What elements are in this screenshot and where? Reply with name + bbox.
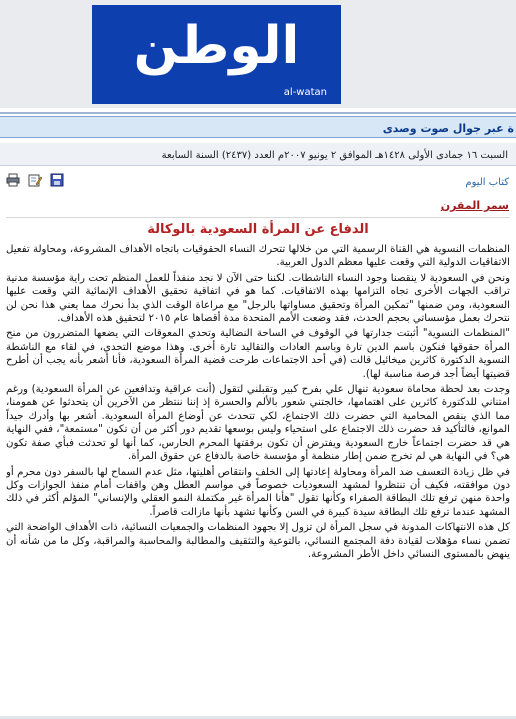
save-icon[interactable] bbox=[50, 172, 64, 186]
ticker-text[interactable]: ة عبر جوال صوت وصدى bbox=[382, 122, 514, 135]
issue-date: السبت ١٦ جمادى الأولى ١٤٢٨هـ الموافق ٢ يونيو ٢٠٠٧م العدد (٢٤٣٧) السنة السابعة bbox=[161, 150, 508, 161]
byline-divider bbox=[6, 217, 510, 218]
ticker-divider bbox=[0, 112, 516, 114]
article-body bbox=[6, 243, 510, 715]
masthead bbox=[0, 0, 516, 108]
logo-latin-text: al-watan bbox=[283, 87, 327, 98]
site-logo[interactable] bbox=[92, 5, 341, 104]
article-title: الدفاع عن المرأة السعودية بالوكالة bbox=[147, 222, 369, 237]
article-paragraph: ونحن في السعودية لا ينقصنا وجود النساء الناشطات. لكننا حتى الآن لا نجد منفذاً للعمل المنظم تحت راية مؤسسة مدنية تراقب الجهات الأخرى تجاه التزامها بهذه الاتفاقيات. كما هو في اتفاقية تحقيق الأهداف الإنمائية التي وقعت عليها السعودية، ومن ضمنها "تمكين المرأة وتحقيق مساواتها بالرجل" مع مراعاة الوقت الذي بدأ نحرك مما يعني هذا نحن لن نتحرك بعمل مؤسساتي بحجم الحدث، فقد وضعت الأمم المتحدة مدة أقصاها عام ٢٠١٥ لتحقيق هذه الأهداف. bbox=[6, 272, 510, 325]
article-paragraph: "المنظمات النسوية" أثبتت جدارتها في الوقوف في الساحة النضالية وتحدي المعوقات التي يضعها المتضررون من منح المرأة حقوقها فنكون باسم الدين تارة وباسم العادات والتقاليد تارة أخرى. وهذا موضع التحدي، في لقاء مع الناشطة النسوية الدكتورة كاثرين ميخائيل قالت (في أحد الاجتماعات طرحت قضية المرأة السعودية، فأنا أشعر بأنه يجب أن أطرح قضيتها أيضاً أجد فرصة مناسبة لها). bbox=[6, 328, 510, 380]
article-paragraph: في ظل زيادة التعسف ضد المرأة ومحاولة إعادتها إلى الخلف وانتقاص أهليتها، مثل عدم السماح لها بالسفر دون محرم أو دون موافقته، فكيف أن تنتظروا لمشهد السعوديات خصوصاً في مواسم العطل وهن واقفات أمام منفذ الجوازات وكل واحدة منهن ترفع تلك البطاقة الصفراء وكأنها تقول "هأنا المرأة غير مكتملة النمو العقلي والإنساني" المؤلم أكثر في ذلك المشهد عندما ترفع تلك البطاقة سيدة كبيرة في السن وكأنها تشهد بأنها مازالت قاصراً. bbox=[6, 466, 510, 518]
edit-icon[interactable] bbox=[28, 172, 42, 186]
print-icon[interactable] bbox=[6, 172, 20, 186]
article-paragraph: كل هذه الانتهاكات المدونة في سجل المرأة لن تزول إلا بجهود المنظمات والجمعيات النسائية، ذات الأهداف الواضحة التي تضمن نساء مؤهلات لقيادة دفة المجتمع النسائي، بالتوعية والتثقيف والمطالبة والمحاسبة والمراقبة، وكل ما من شأنه أن ينهض بالمستوى النسائي داخل الأطر المشروعة. bbox=[6, 522, 510, 560]
article-paragraph: المنظمات النسوية هي القناة الرسمية التي من خلالها تتحرك النساء الحقوقيات باتجاه الأهداف المشروعة، ومحاولة تفعيل الاتفاقيات الدولية التي وقعت عليها معظم الدول العربية. bbox=[6, 244, 510, 269]
section-link[interactable]: كتاب اليوم bbox=[465, 177, 509, 188]
news-ticker[interactable] bbox=[0, 116, 516, 138]
author-name[interactable]: سمر المقرن bbox=[440, 199, 509, 212]
article-paragraph: وجدت بعد لحظة محاماة سعودية تنهال علي بفرح كبير وتقبلني لتقول (أنت عراقية وتدافعين عن المرأة السعودية) ورغم امتناني للدكتورة كاثرين على اهتمامها، خالجتني شعور بالألم والحسرة إذ إننا ننتظر من الآخرين أن يتحدثوا عن همومنا، مما الذي ينقص المحامية التي حضرت ذلك الاجتماع، لكي تتحدث عن أوضاع المرأة السعودية. أشعر بها وأدرك جيداً الموانع، فالتأكيد قد حضرت ذلك الاجتماع على استحياء وليس بوسعها تقديم دور أكثر من أن تكون "مستمعة"، ففي النهاية هي قد حضرت اجتماعاً خارج السعودية ويفترض أن تكون برفقتها المحرم الحارس، كما أنها لو تحدثت فبأي صفة تكون هي؟ في النهاية هي لم تخرج ضمن إطار منظمة أو مؤسسة خاصة بالدفاع عن حقوق المرأة. bbox=[6, 384, 510, 463]
logo-wordmark: الوطن bbox=[133, 16, 300, 76]
date-line bbox=[0, 143, 516, 166]
